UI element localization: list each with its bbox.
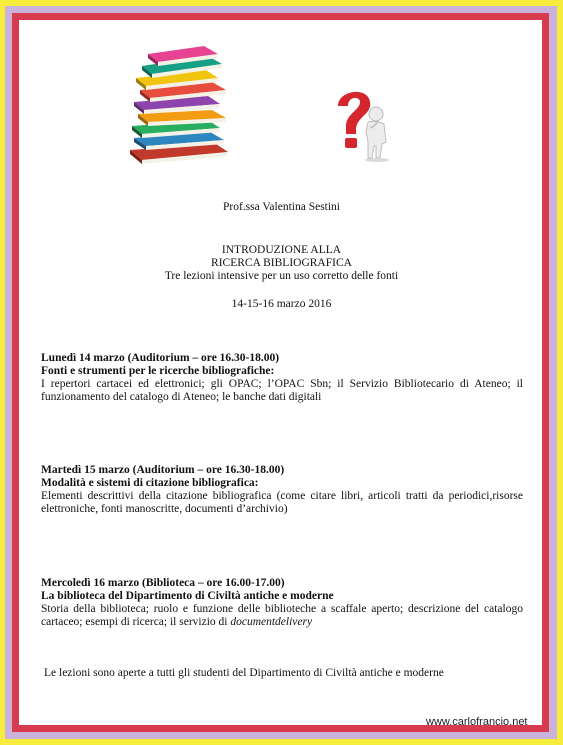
author-name: Prof.ssa Valentina Sestini bbox=[222, 201, 341, 213]
subtitle: Tre lezioni intensive per un uso corretto delle fonti bbox=[164, 270, 399, 282]
lesson-monday bbox=[41, 352, 523, 404]
lesson-topic: La biblioteca del Dipartimento di Civiltà antiche e moderne bbox=[41, 590, 334, 602]
lesson-when: Martedì 15 marzo (Auditorium – ore 16.30-18.00) bbox=[41, 464, 285, 476]
lesson-topic: Fonti e strumenti per le ricerche bibliografiche: bbox=[41, 365, 275, 377]
lesson-description-italic: documentdelivery bbox=[230, 616, 313, 628]
lesson-description-text: Storia della biblioteca; ruolo e funzione delle biblioteche a scaffale aperto; descrizione del catalogo cartaceo; esempi di ricerca; il servizio di bbox=[41, 603, 523, 628]
lesson-description: Elementi descrittivi della citazione bibliografica (come citare libri, articoli tratti da periodici,risorse elettroniche, fonti manoscritte, documenti d’archivio) bbox=[41, 490, 523, 515]
book-stack-icon bbox=[128, 44, 234, 166]
lesson-topic: Modalità e sistemi di citazione bibliografica: bbox=[41, 477, 259, 489]
lesson-when: Lunedì 14 marzo (Auditorium – ore 16.30-18.00) bbox=[41, 352, 280, 364]
title-line-1: INTRODUZIONE ALLA bbox=[221, 244, 342, 256]
closing-note: Le lezioni sono aperte a tutti gli studenti del Dipartimento di Civiltà antiche e moderne bbox=[44, 667, 444, 679]
title-line-2: RICERCA BIBLIOGRAFICA bbox=[211, 257, 352, 269]
watermark: www.carlofrancio.net bbox=[426, 716, 528, 728]
lesson-when: Mercoledì 16 marzo (Biblioteca – ore 16.00-17.00) bbox=[41, 577, 285, 589]
question-mark-figure-icon bbox=[330, 84, 396, 162]
lesson-tuesday bbox=[41, 464, 523, 516]
event-dates: 14-15-16 marzo 2016 bbox=[231, 298, 332, 310]
lesson-description: I repertori cartacei ed elettronici; gli OPAC; l’OPAC Sbn; il Servizio Bibliotecario di Ateneo; il funzionamento del catalogo di Ateneo; le banche dati digitali bbox=[41, 378, 523, 403]
lesson-wednesday bbox=[41, 577, 523, 629]
lesson-description bbox=[41, 603, 523, 629]
